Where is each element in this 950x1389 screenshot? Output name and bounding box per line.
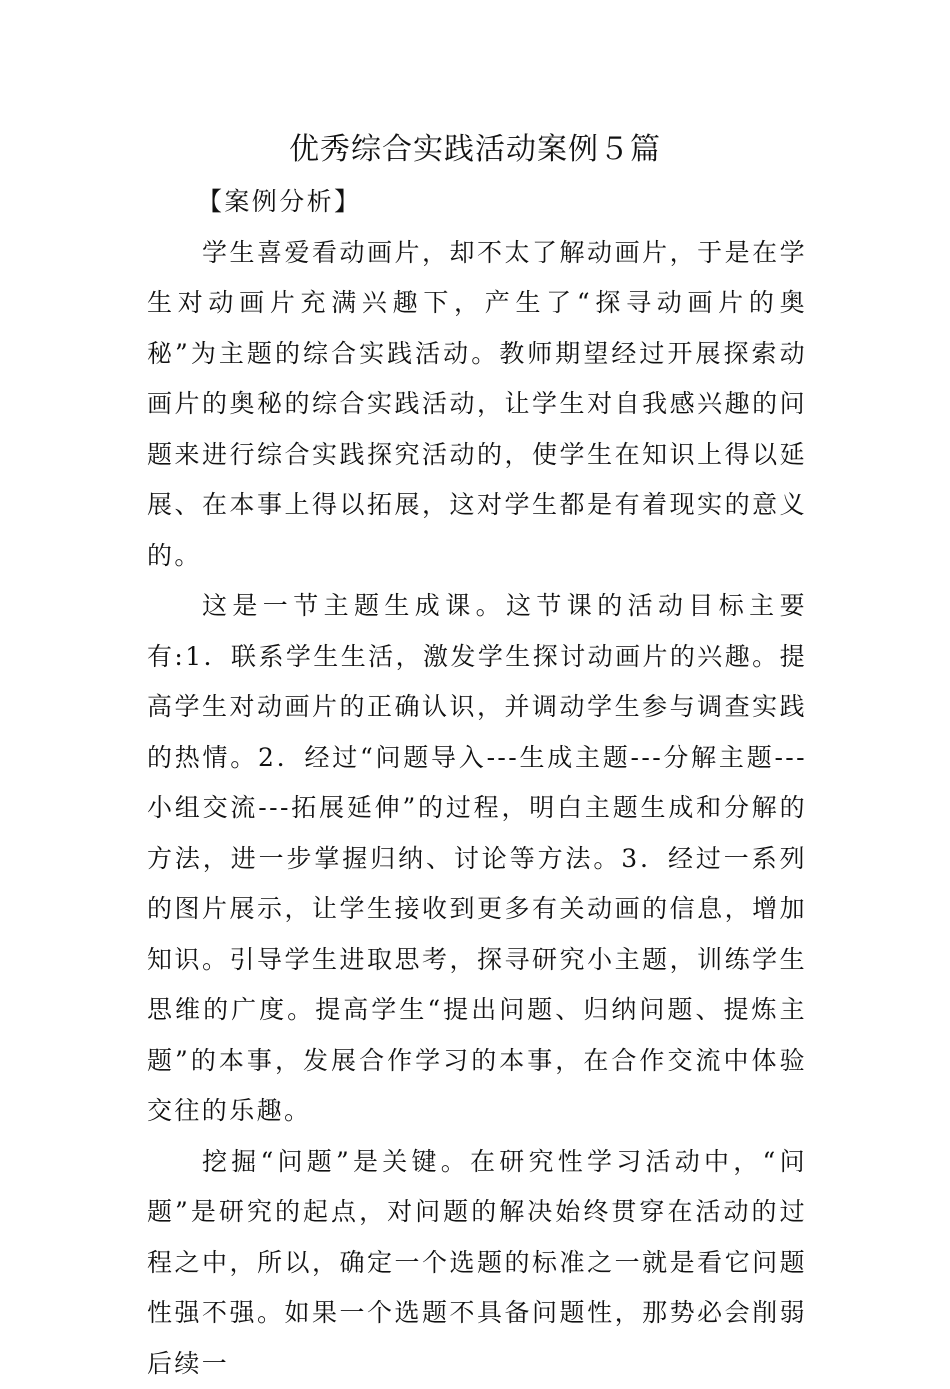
paragraph-2: 这是一节主题生成课。这节课的活动目标主要有:1．联系学生生活，激发学生探讨动画片的兴趣。提高学生对动画片的正确认识，并调动学生参与调查实践的热情。2．经过“问题导入---生成主题---分解主题---小组交流---拓展延伸”的过程，明白主题生成和分解的方法，进一步掌握归纳、讨论等方法。3．经过一系列的图片展示，让学生接收到更多有关动画的信息，增加知识。引导学生进取思考，探寻研究小主题，训练学生思维的广度。提高学生“提出问题、归纳问题、提炼主题”的本事，发展合作学习的本事，在合作交流中体验交往的乐趣。: [147, 581, 807, 1137]
document-title: 优秀综合实践活动案例５篇: [0, 126, 950, 174]
paragraph-1: 学生喜爱看动画片，却不太了解动画片，于是在学生对动画片充满兴趣下，产生了“探寻动画片的奥秘”为主题的综合实践活动。教师期望经过开展探索动画片的奥秘的综合实践活动，让学生对自我感兴趣的问题来进行综合实践探究活动的，使学生在知识上得以延展、在本事上得以拓展，这对学生都是有着现实的意义的。: [147, 228, 807, 582]
document-body: [147, 177, 807, 1389]
section-heading: 【案例分析】: [147, 177, 807, 228]
paragraph-3: 挖掘“问题”是关键。在研究性学习活动中，“问题”是研究的起点，对问题的解决始终贯穿在活动的过程之中，所以，确定一个选题的标准之一就是看它问题性强不强。如果一个选题不具备问题性，那势必会削弱后续一: [147, 1137, 807, 1389]
